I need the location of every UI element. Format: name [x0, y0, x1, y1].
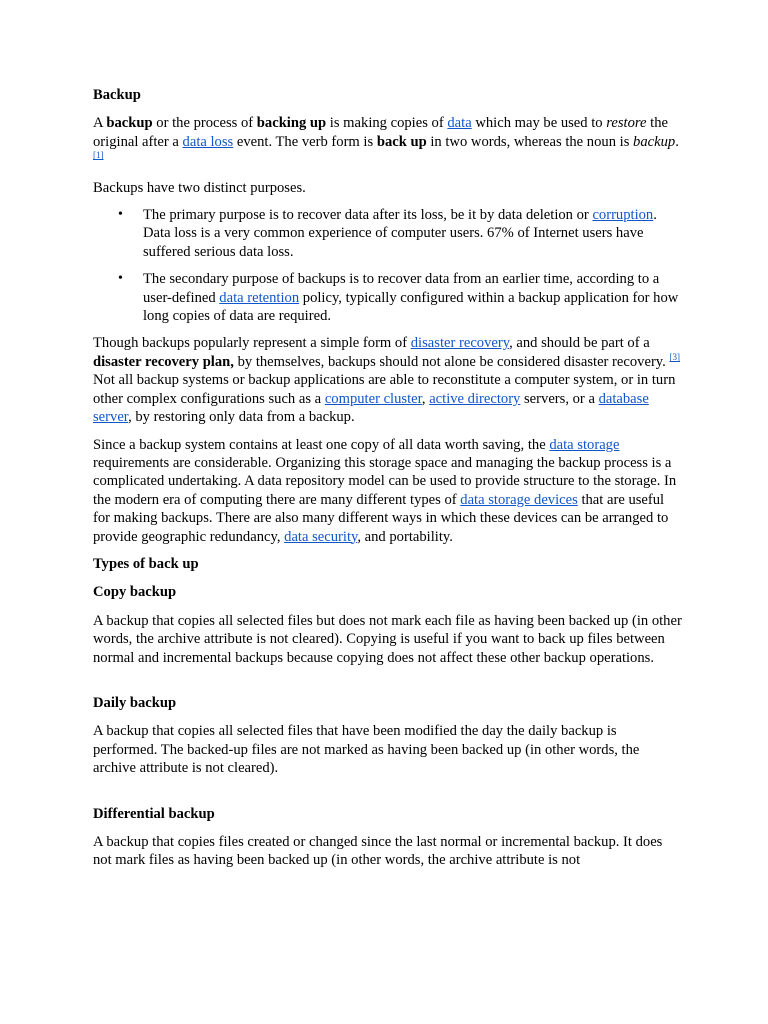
document-body: [93, 86, 683, 879]
link-data-retention[interactable]: data retention: [219, 289, 300, 306]
bullet-icon: •: [118, 271, 123, 287]
spacer: [93, 676, 683, 694]
types-heading: Types of back up: [93, 555, 199, 572]
spacer: [93, 787, 683, 805]
daily-backup-heading: Daily backup: [93, 694, 177, 711]
list-item: • The secondary purpose of backups is to recover data from an earlier time, according to a user-defined data retention policy, typically configured within a backup application for how long copies of data are required.: [118, 271, 679, 325]
bullet-icon: •: [118, 207, 123, 223]
differential-backup-text: A backup that copies files created or changed since the last normal or incremental backup. It does not mark files as having been backed up (in other words, the archive attribute is not: [93, 834, 663, 869]
link-active-directory[interactable]: active directory: [429, 390, 521, 407]
link-data-security[interactable]: data security: [284, 528, 358, 545]
link-disaster-recovery[interactable]: disaster recovery: [410, 335, 510, 352]
page-title: Backup: [93, 87, 141, 103]
footnote-ref-1[interactable]: [1]: [93, 150, 104, 161]
footnote-ref-3[interactable]: [3]: [669, 351, 680, 362]
storage-paragraph: Since a backup system contains at least one copy of all data worth saving, the data storage requirements are considerable. Organizing this storage space and managing the backup process is a complicated undertaking. A data repository model can be used to provide structure to the storage. In the modern era of computing there are many different types of data storage devices that are useful for making backups. There are also many different ways in which these devices can be arranged to provide geographic redundancy, data security, and portability.: [93, 436, 677, 545]
link-data-storage[interactable]: data storage: [549, 436, 620, 453]
differential-backup-heading: Differential backup: [93, 805, 215, 822]
copy-backup-text: A backup that copies all selected files but does not mark each file as having been backed up (in other words, the archive attribute is not cleared). Copying is useful if you want to back up files between normal and incremental backups because copying does not affect these other backup operations.: [93, 612, 682, 666]
link-computer-cluster[interactable]: computer cluster: [324, 390, 422, 407]
list-item: • The primary purpose is to recover data after its loss, be it by data deletion or corruption. Data loss is a very common experience of computer users. 67% of Internet users have suffered serious data loss.: [118, 207, 657, 260]
purposes-list: [93, 206, 683, 325]
link-data[interactable]: data: [447, 115, 472, 132]
link-database-server[interactable]: database server: [93, 390, 649, 426]
link-data-storage-devices[interactable]: data storage devices: [460, 491, 578, 508]
link-data-loss[interactable]: data loss: [182, 133, 234, 150]
purposes-intro: Backups have two distinct purposes.: [93, 179, 306, 196]
disaster-recovery-paragraph: Though backups popularly represent a simple form of disaster recovery, and should be part of a disaster recovery plan, by themselves, backups should not alone be considered disaster recovery. [3] Not all backup systems or backup applications are able to reconstitute a computer system, or in turn other complex configurations such as a computer cluster, active directory servers, or a database server, by restoring only data from a backup.: [93, 335, 680, 426]
intro-paragraph: A backup or the process of backing up is making copies of data which may be used to restore the original after a data loss event. The verb form is back up in two words, whereas the noun is backup.[1]: [93, 115, 679, 161]
copy-backup-heading: Copy backup: [93, 584, 177, 601]
daily-backup-text: A backup that copies all selected files that have been modified the day the daily backup is performed. The backed-up files are not marked as having been backed up (in other words, the archive attribute is not cleared).: [93, 723, 640, 777]
link-corruption[interactable]: corruption: [592, 207, 654, 224]
